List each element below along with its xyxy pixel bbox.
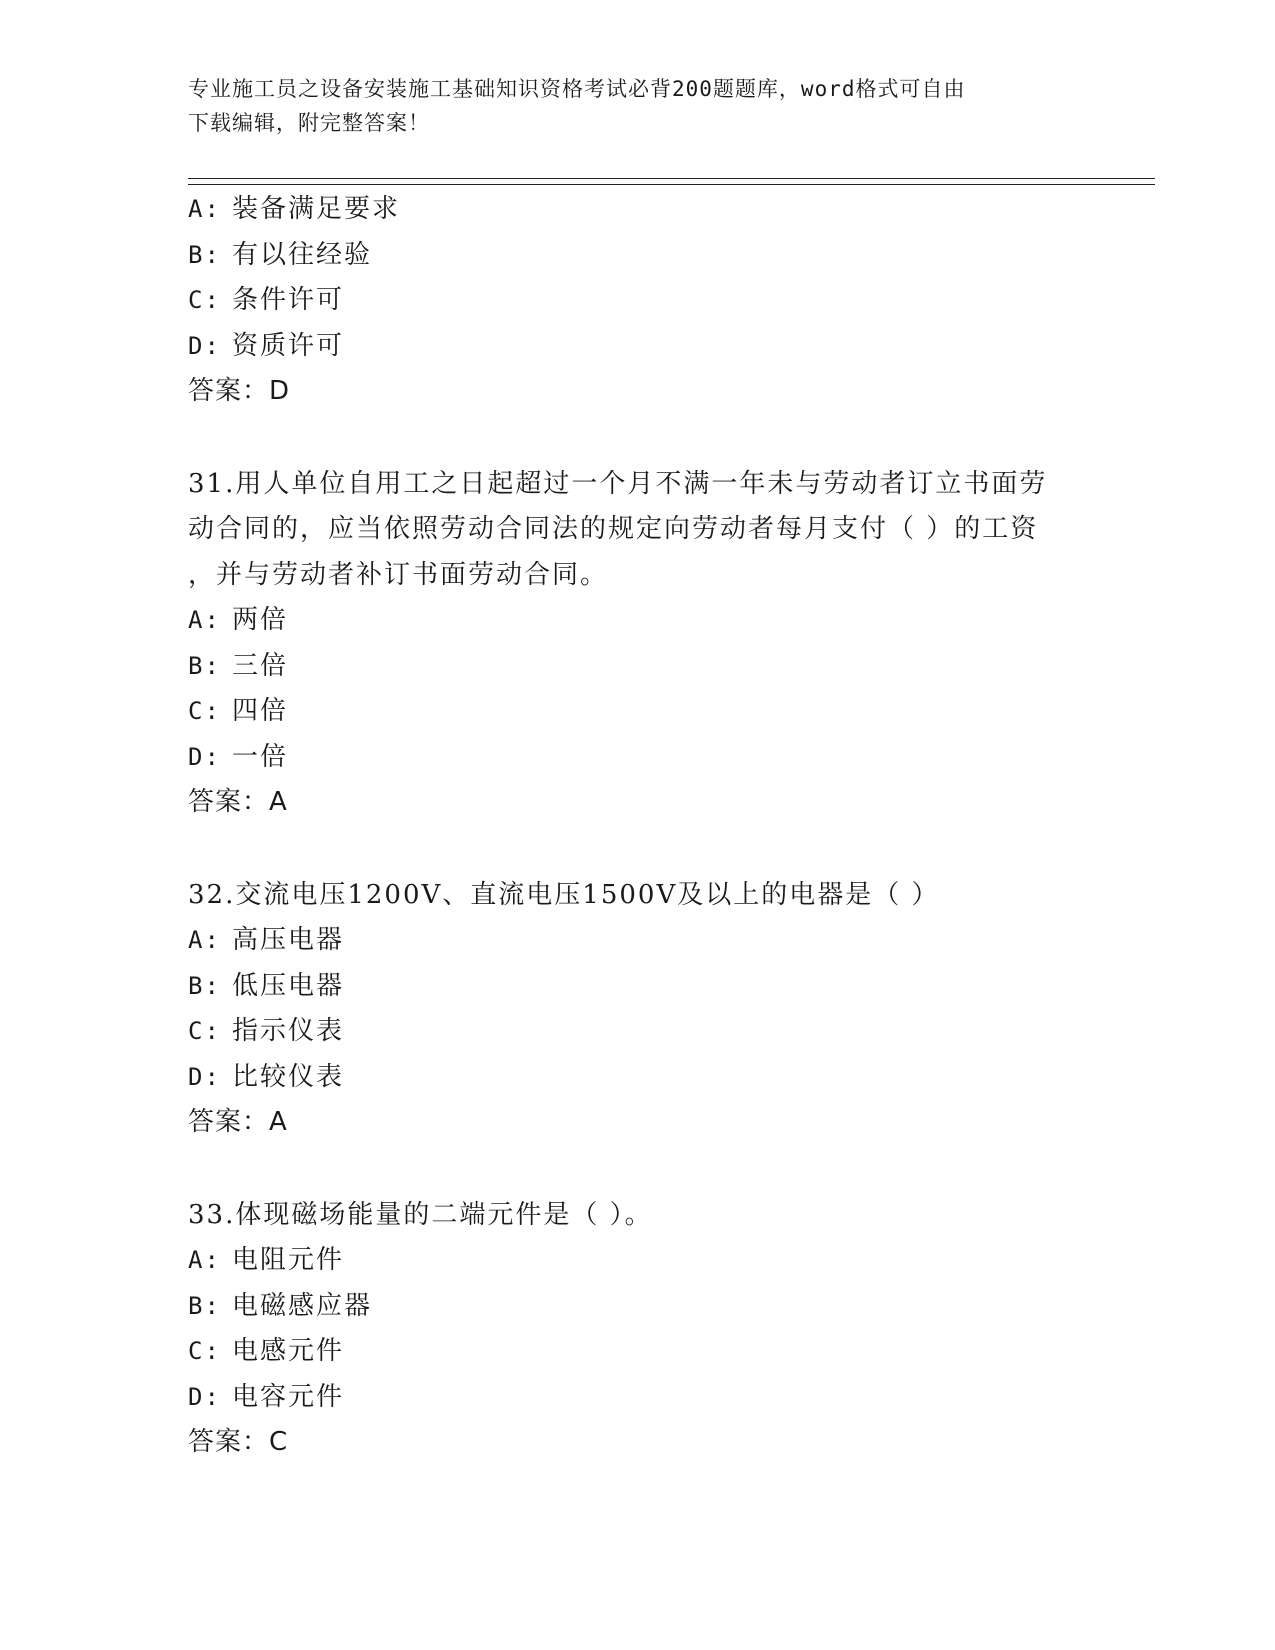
option-text: 装备满足要求: [232, 194, 401, 224]
option-letter: A:: [188, 926, 221, 954]
option-letter: B:: [188, 971, 221, 1000]
option-letter: D:: [188, 1382, 221, 1411]
question-text-line-3: ，并与劳动者补订书面劳动合同。: [188, 559, 609, 590]
option-letter: D:: [188, 742, 221, 771]
option-text: 条件许可: [232, 285, 345, 315]
header-line-2: 下载编辑，附完整答案！: [188, 111, 430, 135]
option-text: 电阻元件: [232, 1245, 345, 1275]
option-text: 四倍: [232, 696, 289, 726]
spacer: [188, 1146, 1088, 1193]
answer-line: 答案：D: [188, 376, 291, 406]
question-list: [188, 187, 1088, 1466]
option-letter: D:: [188, 1062, 221, 1091]
option-letter: D:: [188, 331, 221, 360]
header-line-1: 专业施工员之设备安装施工基础知识资格考试必背200题题库，word格式可自由: [188, 77, 966, 101]
option-a: [188, 598, 1088, 644]
option-letter: C:: [188, 286, 221, 314]
question-text-line-1: 32.交流电压1200V、直流电压1500V及以上的电器是（ ）: [188, 879, 940, 910]
option-a: [188, 918, 1088, 964]
question-block-30: [188, 187, 1088, 415]
option-text: 电感元件: [232, 1336, 345, 1366]
option-letter: C:: [188, 1017, 221, 1045]
option-b: [188, 1284, 1088, 1330]
option-letter: B:: [188, 240, 221, 269]
question-block-33: [188, 1193, 1088, 1466]
option-b: [188, 964, 1088, 1010]
option-text: 指示仪表: [232, 1016, 345, 1046]
question-block-32: [188, 873, 1088, 1146]
option-c: [188, 1009, 1088, 1055]
option-a: [188, 187, 1088, 233]
option-letter: C:: [188, 697, 221, 725]
answer-line: 答案：C: [188, 1427, 289, 1457]
option-text: 两倍: [232, 605, 289, 635]
question-text-line-2: 动合同的，应当依照劳动合同法的规定向劳动者每月支付（ ）的工资: [188, 514, 1039, 544]
option-text: 电容元件: [232, 1381, 345, 1412]
question-text-line-1: 33.体现磁场能量的二端元件是（ ）。: [188, 1199, 653, 1230]
question-block-31: [188, 462, 1088, 826]
answer-line: 答案：A: [188, 1107, 288, 1137]
option-d: [188, 324, 1088, 370]
option-text: 低压电器: [232, 970, 345, 1001]
document-header: [188, 72, 1088, 140]
option-b: [188, 644, 1088, 690]
option-text: 比较仪表: [232, 1061, 345, 1092]
option-letter: C:: [188, 1337, 221, 1365]
option-b: [188, 233, 1088, 279]
option-c: [188, 278, 1088, 324]
option-letter: A:: [188, 1246, 221, 1274]
option-text: 一倍: [232, 741, 289, 772]
option-c: [188, 1329, 1088, 1375]
option-text: 有以往经验: [232, 239, 373, 270]
option-letter: A:: [188, 195, 221, 223]
option-letter: B:: [188, 651, 221, 680]
spacer: [188, 826, 1088, 873]
header-divider: [188, 178, 1155, 185]
option-d: [188, 1375, 1088, 1421]
option-d: [188, 735, 1088, 781]
option-a: [188, 1238, 1088, 1284]
option-letter: B:: [188, 1291, 221, 1320]
answer-line: 答案：A: [188, 787, 288, 817]
question-text-line-1: 31.用人单位自用工之日起超过一个月不满一年未与劳动者订立书面劳: [188, 468, 1048, 499]
option-d: [188, 1055, 1088, 1101]
option-text: 三倍: [232, 650, 289, 681]
option-letter: A:: [188, 606, 221, 634]
option-text: 资质许可: [232, 330, 345, 361]
spacer: [188, 415, 1088, 462]
option-text: 高压电器: [232, 925, 345, 955]
option-c: [188, 689, 1088, 735]
option-text: 电磁感应器: [232, 1290, 373, 1321]
